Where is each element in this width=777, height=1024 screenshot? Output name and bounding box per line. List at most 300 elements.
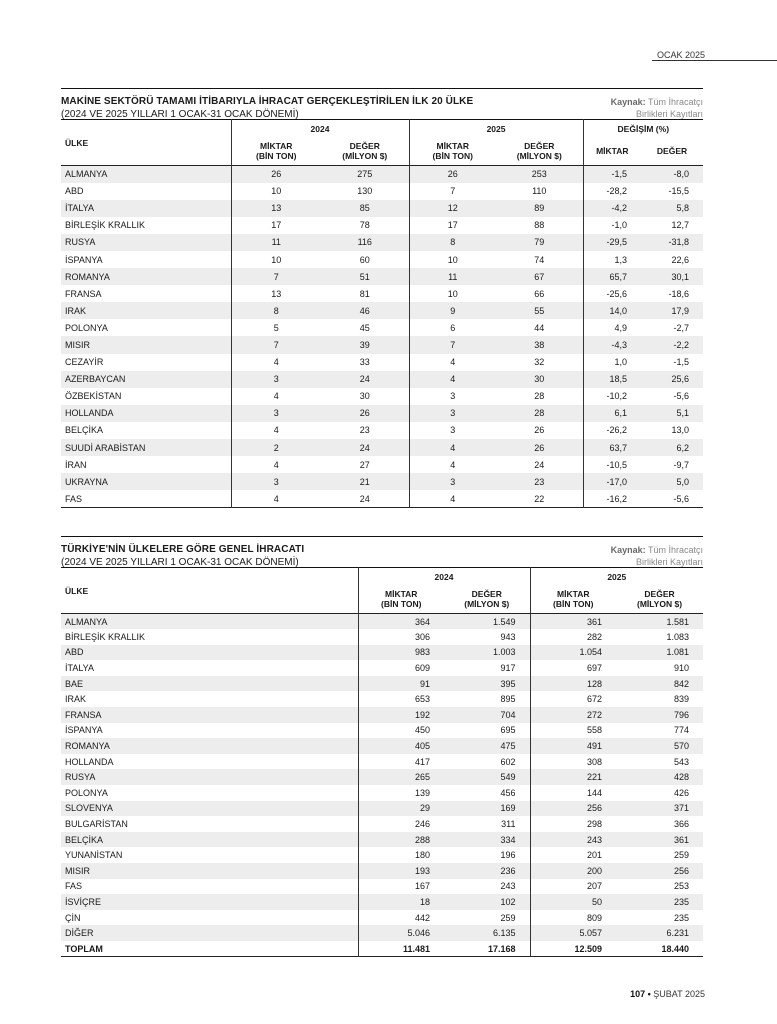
value-cell: 30 [534,374,545,385]
value-cell: 4 [409,439,496,456]
value-cell: 13,0 [671,425,690,436]
value-cell: 18 [358,894,444,910]
value-cell: 2 [231,439,321,456]
col-country: ÜLKE [65,585,89,596]
value-cell: 306 [358,629,444,645]
table-row [61,217,703,234]
country-cell: ÖZBEKİSTAN [65,391,122,402]
value-cell: 4 [409,490,496,507]
value-cell: 442 [358,910,444,926]
col-val-2025: DEĞER (MİLYON $) [516,141,562,161]
footer-separator: • [647,989,651,999]
table-row [61,816,703,832]
value-cell: 697 [530,660,616,676]
value-cell: 201 [530,847,616,863]
value-cell: 63,7 [583,439,641,456]
value-cell: 405 [358,738,444,754]
value-cell: -5,6 [673,391,690,402]
value-cell: 51 [359,271,370,282]
value-cell: 200 [530,863,616,879]
country-cell: İTALYA [65,663,95,674]
value-cell: 395 [500,678,516,689]
value-cell: 193 [358,863,444,879]
value-cell: 1,0 [583,354,641,371]
value-cell: 4 [231,388,321,405]
country-cell: YUNANİSTAN [65,850,123,861]
value-cell: 672 [530,691,616,707]
col-qty-2025: MİKTAR (BİN TON) [409,137,496,166]
value-cell: 796 [674,709,690,720]
col-group-2025: 2025 [530,568,703,586]
value-cell: 17 [231,217,321,234]
value-cell: 44 [534,322,545,333]
value-cell: 243 [500,881,516,892]
section-title: MAKİNE SEKTÖRÜ TAMAMI İTİBARIYLA İHRACAT GERÇEKLEŞTİRİLEN İLK 20 ÜLKE [61,96,474,107]
value-cell: 24 [359,493,370,504]
value-cell: 6,2 [676,442,690,453]
value-cell: 67 [534,271,545,282]
value-cell: 917 [500,663,516,674]
country-cell: HOLLANDA [65,756,114,767]
value-cell: 259 [500,912,516,923]
value-cell: 221 [530,769,616,785]
value-cell: 246 [358,816,444,832]
value-cell: -28,2 [583,183,641,200]
source-text-line2: Birlikleri Kayıtları [635,109,703,119]
value-cell: -25,6 [583,285,641,302]
country-cell: FRANSA [65,709,102,720]
value-cell: 74 [534,254,545,265]
country-cell: POLONYA [65,787,108,798]
value-cell: 4 [231,456,321,473]
value-cell: 7 [231,268,321,285]
value-cell: 21 [359,476,370,487]
value-cell: 167 [358,879,444,895]
col-val-2024: DEĞER (MİLYON $) [342,141,388,161]
value-cell: 334 [500,834,516,845]
value-cell: 5 [231,319,321,336]
value-cell: 839 [674,694,690,705]
value-cell: -31,8 [668,237,690,248]
country-cell: CEZAYİR [65,357,104,368]
country-cell: ALMANYA [65,616,108,627]
value-cell: 17 [409,217,496,234]
value-cell: 1.003 [492,647,516,658]
country-cell: BELÇİKA [65,425,104,436]
value-cell: 27 [359,459,370,470]
source-text: Tüm İhracatçı [647,97,703,107]
table-row [61,405,703,422]
value-cell: 3 [409,405,496,422]
country-cell: UKRAYNA [65,476,108,487]
col-group-2025: 2025 [409,120,583,138]
general-export-section [61,536,703,957]
col-val-2025: DEĞER (MİLYON $) [637,589,683,609]
table-row [61,723,703,739]
value-cell: 298 [530,816,616,832]
country-cell: BAE [65,678,84,689]
value-cell: -18,6 [668,288,690,299]
table-row [61,439,703,456]
col-qty-2025: MİKTAR (BİN TON) [530,585,616,614]
value-cell: 3 [409,473,496,490]
table-row [61,268,703,285]
table-row [61,251,703,268]
value-cell: 259 [674,850,690,861]
value-cell: 5,8 [676,203,690,214]
value-cell: 4 [409,354,496,371]
value-cell: -4,3 [583,336,641,353]
table-row [61,285,703,302]
value-cell: 943 [500,631,516,642]
value-cell: 5.057 [530,925,616,941]
value-cell: 102 [500,896,516,907]
value-cell: 91 [358,676,444,692]
country-cell: DİĞER [65,928,94,939]
value-cell: 602 [500,756,516,767]
value-cell: 11 [409,268,496,285]
value-cell: 364 [358,614,444,630]
value-cell: 256 [674,865,690,876]
table-row [61,769,703,785]
col-qty-2024: MİKTAR (BİN TON) [358,585,444,614]
value-cell: 1.054 [530,645,616,661]
value-cell: -26,2 [583,422,641,439]
country-cell: İSPANYA [65,725,103,736]
value-cell: 235 [674,912,690,923]
value-cell: 417 [358,754,444,770]
table-row [61,676,703,692]
value-cell: 207 [530,879,616,895]
table-row [61,645,703,661]
value-cell: 30,1 [671,271,690,282]
value-cell: 9 [409,302,496,319]
value-cell: 196 [500,850,516,861]
value-cell: 361 [530,614,616,630]
value-cell: -4,2 [583,200,641,217]
value-cell: 116 [357,237,372,248]
value-cell: 543 [674,756,690,767]
page-footer [630,989,705,999]
source-note [611,544,703,568]
country-cell: IRAK [65,305,87,316]
section-subtitle: (2024 VE 2025 YILLARI 1 OCAK-31 OCAK DÖNEMİ) [61,109,299,120]
value-cell: 14,0 [583,302,641,319]
issue-label: OCAK 2025 [657,50,706,60]
table-row [61,738,703,754]
header-rule [652,60,777,61]
value-cell: 7 [409,183,496,200]
value-cell: 10 [231,183,321,200]
value-cell: 26 [534,425,545,436]
value-cell: 272 [530,707,616,723]
table-row [61,879,703,895]
value-cell: 491 [530,738,616,754]
table-row [61,302,703,319]
country-cell: RUSYA [65,772,96,783]
value-cell: 558 [530,723,616,739]
total-value: 11.481 [358,941,444,957]
value-cell: 570 [674,741,690,752]
table-row [61,473,703,490]
value-cell: 55 [534,305,545,316]
value-cell: 842 [674,678,690,689]
total-label: TOPLAM [65,943,103,954]
value-cell: 5,0 [676,476,690,487]
country-cell: BİRLEŞİK KRALLIK [65,631,146,642]
value-cell: -1,5 [673,357,690,368]
value-cell: -16,2 [583,490,641,507]
value-cell: 366 [674,819,690,830]
value-cell: 13 [231,200,321,217]
table-row [61,863,703,879]
machinery-export-section [61,88,703,508]
value-cell: 428 [674,772,690,783]
value-cell: 13 [231,285,321,302]
col-val-2024: DEĞER (MİLYON $) [464,589,510,609]
source-text-line2: Birlikleri Kayıtları [635,557,703,567]
value-cell: 4,9 [583,319,641,336]
country-cell: ÇİN [65,912,81,923]
value-cell: 1.581 [666,616,690,627]
total-row [61,941,703,957]
value-cell: 11 [231,234,321,251]
value-cell: 24 [534,459,545,470]
value-cell: 7 [409,336,496,353]
value-cell: 110 [532,186,547,197]
value-cell: 236 [500,865,516,876]
country-cell: SLOVENYA [65,803,113,814]
value-cell: 5,1 [676,408,690,419]
value-cell: 5.046 [358,925,444,941]
total-value: 12.509 [530,941,616,957]
value-cell: 65,7 [583,268,641,285]
col-group-2024: 2024 [231,120,409,138]
value-cell: 26 [359,408,370,419]
section-title: TÜRKİYE'NİN ÜLKELERE GÖRE GENEL İHRACATI [61,544,305,555]
value-cell: 1.083 [666,631,690,642]
table-row [61,388,703,405]
table-row [61,490,703,507]
value-cell: 85 [359,203,370,214]
table-row [61,166,703,183]
section-subtitle: (2024 VE 2025 YILLARI 1 OCAK-31 OCAK DÖNEMİ) [61,557,299,568]
table-row [61,691,703,707]
value-cell: 28 [534,408,545,419]
value-cell: 60 [359,254,370,265]
table-row [61,422,703,439]
value-cell: 1,3 [583,251,641,268]
country-cell: BİRLEŞİK KRALLIK [65,220,146,231]
value-cell: 653 [358,691,444,707]
value-cell: 22,6 [671,254,690,265]
country-cell: İSVİÇRE [65,896,102,907]
country-cell: İTALYA [65,203,95,214]
value-cell: -5,6 [673,493,690,504]
value-cell: 7 [231,336,321,353]
value-cell: 79 [534,237,545,248]
source-label: Kaynak: [610,97,646,107]
value-cell: 17,9 [671,305,690,316]
col-group-2024: 2024 [358,568,530,586]
value-cell: -2,2 [673,339,690,350]
value-cell: 12,7 [671,220,690,231]
value-cell: 23 [359,425,370,436]
value-cell: 695 [500,725,516,736]
value-cell: 4 [409,456,496,473]
value-cell: 139 [358,785,444,801]
country-cell: BELÇİKA [65,834,104,845]
country-cell: İSPANYA [65,254,103,265]
value-cell: 29 [358,801,444,817]
machinery-export-table [61,119,703,508]
table-row [61,754,703,770]
value-cell: 4 [231,422,321,439]
value-cell: 1.549 [492,616,516,627]
value-cell: 39 [359,339,370,350]
country-cell: FAS [65,881,83,892]
value-cell: 38 [534,339,545,350]
value-cell: -29,5 [583,234,641,251]
value-cell: 3 [231,473,321,490]
value-cell: 26 [231,166,321,183]
table-row [61,183,703,200]
section-header [61,537,703,567]
value-cell: 361 [674,834,690,845]
value-cell: 6,1 [583,405,641,422]
value-cell: 10 [409,251,496,268]
footer-issue: ŞUBAT 2025 [653,989,705,999]
country-cell: FAS [65,493,83,504]
col-change-val: DEĞER [656,146,688,156]
table-row [61,894,703,910]
value-cell: 288 [358,832,444,848]
value-cell: 6 [409,319,496,336]
value-cell: 78 [359,220,370,231]
value-cell: 26 [534,442,545,453]
table-row [61,847,703,863]
value-cell: 774 [674,725,690,736]
value-cell: -1,5 [583,166,641,183]
country-cell: FRANSA [65,288,102,299]
value-cell: 275 [357,169,373,180]
value-cell: 371 [674,803,690,814]
value-cell: 450 [358,723,444,739]
value-cell: 809 [530,910,616,926]
country-cell: BULGARİSTAN [65,819,128,830]
value-cell: 18,5 [583,371,641,388]
table-row [61,336,703,353]
value-cell: 704 [500,709,516,720]
value-cell: 89 [534,203,545,214]
table-row [61,801,703,817]
value-cell: 32 [534,357,545,368]
value-cell: 308 [530,754,616,770]
value-cell: 8 [231,302,321,319]
value-cell: 1.081 [666,647,690,658]
value-cell: 144 [530,785,616,801]
value-cell: 256 [530,801,616,817]
value-cell: 88 [534,220,545,231]
value-cell: 253 [531,169,547,180]
country-cell: POLONYA [65,322,108,333]
source-note [611,96,703,120]
value-cell: 66 [534,288,545,299]
general-export-table [61,567,703,957]
table-row [61,925,703,941]
value-cell: 26 [409,166,496,183]
value-cell: -9,7 [673,459,690,470]
country-cell: ABD [65,186,84,197]
value-cell: -15,5 [668,186,690,197]
value-cell: 10 [409,285,496,302]
section-header [61,89,703,119]
value-cell: 3 [409,422,496,439]
table-row [61,629,703,645]
col-qty-2024: MİKTAR (BİN TON) [231,137,321,166]
col-group-change: DEĞİŞİM (%) [583,120,703,138]
value-cell: 3 [231,405,321,422]
value-cell: 8 [409,234,496,251]
source-label: Kaynak: [610,545,646,555]
value-cell: 4 [231,490,321,507]
value-cell: 50 [530,894,616,910]
value-cell: 475 [500,741,516,752]
value-cell: 4 [231,354,321,371]
value-cell: 282 [530,629,616,645]
value-cell: 30 [359,391,370,402]
value-cell: 24 [359,374,370,385]
country-cell: RUSYA [65,237,96,248]
value-cell: 169 [500,803,516,814]
value-cell: 180 [358,847,444,863]
country-cell: HOLLANDA [65,408,114,419]
value-cell: 426 [674,787,690,798]
table-row [61,785,703,801]
value-cell: -1,0 [583,217,641,234]
value-cell: -8,0 [673,169,690,180]
value-cell: 81 [359,288,370,299]
country-cell: ROMANYA [65,271,110,282]
table-row [61,354,703,371]
country-cell: AZERBAYCAN [65,374,126,385]
table-row [61,910,703,926]
page-number: 107 [630,989,646,999]
table-row [61,234,703,251]
source-text: Tüm İhracatçı [647,545,703,555]
value-cell: 4 [409,371,496,388]
value-cell: 253 [674,881,690,892]
value-cell: 265 [358,769,444,785]
value-cell: 910 [674,663,690,674]
country-cell: ALMANYA [65,169,108,180]
table-row [61,456,703,473]
value-cell: 609 [358,660,444,676]
value-cell: 10 [231,251,321,268]
value-cell: -10,2 [583,388,641,405]
value-cell: 23 [534,476,545,487]
value-cell: 895 [500,694,516,705]
value-cell: 456 [500,787,516,798]
total-value: 17.168 [487,943,516,954]
value-cell: 243 [530,832,616,848]
country-cell: MISIR [65,339,91,350]
value-cell: 549 [500,772,516,783]
value-cell: 6.135 [492,928,516,939]
col-change-qty: MİKTAR [583,137,641,166]
table-row [61,660,703,676]
value-cell: 22 [534,493,545,504]
